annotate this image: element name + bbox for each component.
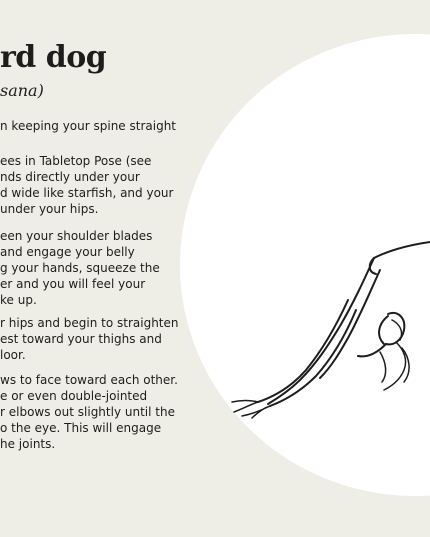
text-line: and engage your belly — [0, 245, 135, 259]
text-line: ke up. — [0, 293, 37, 307]
pose-title: rd dog — [0, 40, 107, 75]
text-line: under your hips. — [0, 202, 99, 216]
text-line: r elbows out slightly until the — [0, 405, 175, 419]
pose-sanskrit-name: sana) — [0, 81, 44, 100]
step-paragraph-1 — [0, 153, 175, 217]
text-line: er and you will feel your — [0, 277, 146, 291]
text-line: ws to face toward each other. — [0, 373, 178, 387]
text-line: he joints. — [0, 437, 56, 451]
text-line: nds directly under your — [0, 170, 140, 184]
step-paragraph-4 — [0, 372, 178, 452]
step-paragraph-3 — [0, 315, 179, 363]
text-line: g your hands, squeeze the — [0, 261, 160, 275]
step-paragraph-2 — [0, 228, 175, 308]
text-line: ees in Tabletop Pose (see — [0, 154, 152, 168]
text-line: est toward your thighs and — [0, 332, 162, 346]
text-line: een your shoulder blades — [0, 229, 153, 243]
text-line: loor. — [0, 348, 26, 362]
text-line: d wide like starfish, and your — [0, 186, 174, 200]
text-line: e or even double-jointed — [0, 389, 148, 403]
downward-dog-pose-illustration — [228, 240, 430, 420]
text-line: o the eye. This will engage — [0, 421, 162, 435]
text-line: r hips and begin to straighten — [0, 316, 179, 330]
intro-paragraph — [0, 118, 175, 134]
text-line: n keeping your spine straight — [0, 119, 177, 133]
